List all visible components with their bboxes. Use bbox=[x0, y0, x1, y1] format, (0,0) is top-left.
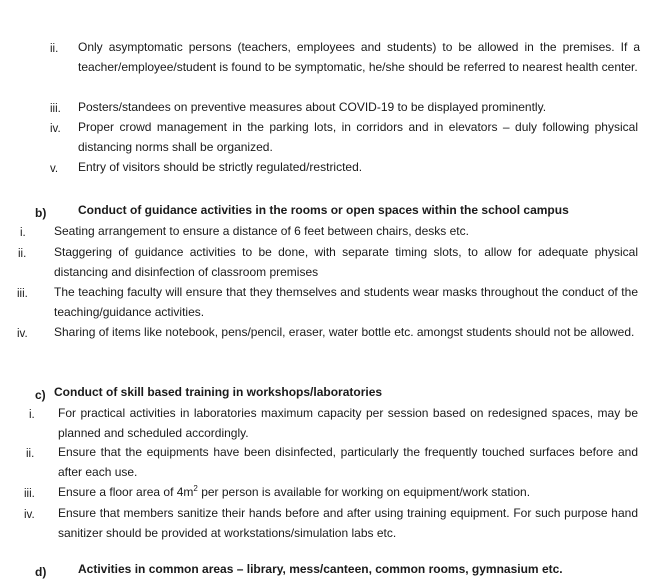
item-number: iv. bbox=[17, 328, 28, 340]
item-number: iv. bbox=[24, 509, 35, 521]
list-item-text: Sharing of items like notebook, pens/pencil, eraser, water bottle etc. amongst students should not be allowed. bbox=[54, 325, 635, 339]
list-item-text: For practical activities in laboratories maximum capacity per session based on redesigned spaces, may be planned and scheduled accordingly. bbox=[58, 406, 638, 440]
list-item-text: Only asymptomatic persons (teachers, employees and students) to be allowed in the premises. If a teacher/employee/student is found to be symptomatic, he/she should be referred to nearest health center. bbox=[78, 40, 640, 74]
section-letter: b) bbox=[35, 206, 47, 220]
item-number: ii. bbox=[18, 248, 27, 260]
list-item-text bbox=[58, 483, 638, 503]
section-letter: c) bbox=[35, 388, 46, 402]
list-item-text-part: per person is available for working on equipment/work station. bbox=[197, 485, 531, 499]
section-heading: Activities in common areas – library, mess/canteen, common rooms, gymnasium etc. bbox=[78, 562, 563, 576]
item-number: i. bbox=[29, 409, 35, 421]
list-item-text-part: Ensure a floor area of 4m bbox=[58, 485, 194, 499]
list-item-text: The teaching faculty will ensure that they themselves and students wear masks throughout the conduct of the teaching/guidance activities. bbox=[54, 285, 638, 319]
item-number: ii. bbox=[26, 448, 35, 460]
item-number: iii. bbox=[50, 103, 61, 115]
item-number: iii. bbox=[24, 488, 35, 500]
item-number: i. bbox=[20, 227, 26, 239]
list-item-text: Staggering of guidance activities to be done, with separate timing slots, to allow for adequate physical distancing and disinfection of classroom premises bbox=[54, 245, 638, 279]
item-number: v. bbox=[50, 163, 59, 175]
list-item-text: Seating arrangement to ensure a distance of 6 feet between chairs, desks etc. bbox=[54, 224, 469, 238]
section-heading: Conduct of guidance activities in the rooms or open spaces within the school campus bbox=[78, 203, 569, 217]
list-item-text: Entry of visitors should be strictly regulated/restricted. bbox=[78, 160, 363, 174]
item-number: ii. bbox=[50, 43, 59, 55]
item-number: iii. bbox=[17, 288, 28, 300]
list-item-text: Proper crowd management in the parking lots, in corridors and in elevators – duly following physical distancing norms shall be organized. bbox=[78, 120, 638, 154]
list-item-text: Posters/standees on preventive measures about COVID-19 to be displayed prominently. bbox=[78, 100, 547, 114]
section-letter: d) bbox=[35, 565, 47, 579]
superscript: 2 bbox=[193, 484, 198, 493]
section-heading: Conduct of skill based training in workshops/laboratories bbox=[54, 385, 383, 399]
list-item-text: Ensure that members sanitize their hands before and after using training equipment. For such purpose hand sanitizer should be provided at workstations/simulation labs etc. bbox=[58, 506, 638, 540]
list-item-text: Ensure that the equipments have been disinfected, particularly the frequently touched surfaces before and after each use. bbox=[58, 445, 638, 479]
item-number: iv. bbox=[50, 123, 61, 135]
